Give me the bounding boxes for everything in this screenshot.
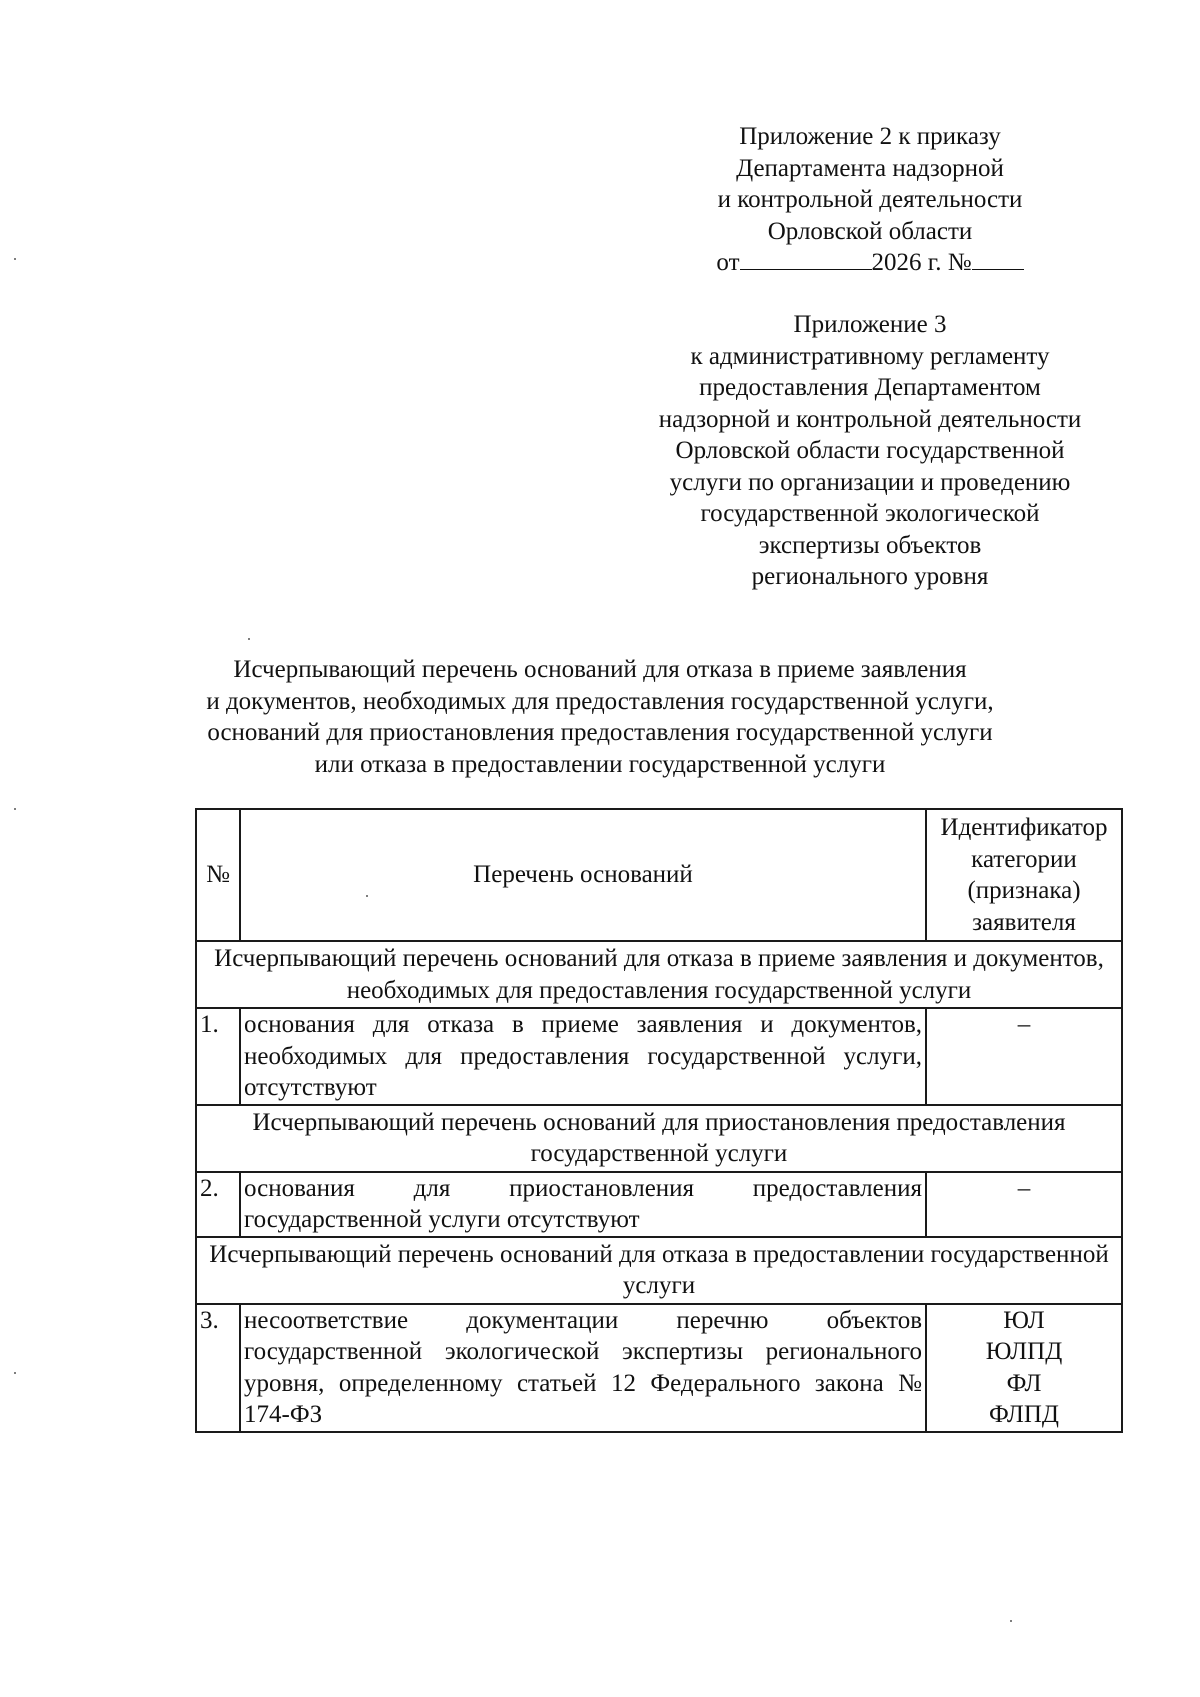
row-grounds-text: основания для отказа в приеме заявления и документов, необходимых для предоставления государственной услуги, отсутствуют (240, 1008, 926, 1105)
date-blank (740, 269, 872, 270)
appendix-2-header (640, 121, 1100, 279)
section-heading-refusal-acceptance: Исчерпывающий перечень оснований для отказа в приеме заявления и документов, необходимых для предоставления государственной услуги (196, 941, 1122, 1008)
row-grounds-text: основания для приостановления предоставления государственной услуги отсутствуют (240, 1172, 926, 1237)
appendix-2-line: и контрольной деятельности (717, 186, 1023, 213)
appendix-2-line: Приложение 2 к приказу (739, 123, 1001, 150)
section-row (196, 1105, 1122, 1172)
section-row (196, 1237, 1122, 1304)
appendix-3-line: надзорной и контрольной деятельности (658, 405, 1082, 433)
appendix-2-line: Орловской области (767, 217, 973, 245)
scan-speck (14, 808, 16, 810)
scan-speck (14, 258, 16, 260)
scan-speck (1010, 1620, 1012, 1622)
column-header-number: № (196, 809, 240, 941)
row-identifier: – (926, 1008, 1122, 1105)
row-number: 3. (196, 1304, 240, 1432)
applicant-category-code: ЮЛПД (985, 1338, 1063, 1365)
scan-speck (366, 895, 368, 897)
appendix-3-line: государственной экологической (700, 500, 1040, 527)
grounds-table (195, 808, 1123, 1433)
row-identifier: – (926, 1172, 1122, 1237)
appendix-2-line: Департамента надзорной (736, 154, 1004, 182)
appendix-3-line: экспертизы объектов (758, 531, 982, 559)
appendix-3-line: услуги по организации и проведению (669, 468, 1071, 496)
title-line: или отказа в предоставлении государственной услуги (314, 750, 886, 778)
appendix-3-line: Орловской области государственной (675, 437, 1065, 464)
appendix-3-line: к административному регламенту (690, 342, 1050, 370)
date-year: 2026 г. № (871, 249, 972, 276)
appendix-3-line: регионального уровня (751, 563, 989, 590)
title-line: оснований для приостановления предоставления государственной услуги (207, 719, 993, 746)
appendix-3-line: Приложение 3 (793, 311, 947, 338)
title-line: Исчерпывающий перечень оснований для отказа в приеме заявления (233, 656, 967, 683)
applicant-category-code: ФЛ (1006, 1369, 1042, 1397)
section-row (196, 941, 1122, 1008)
table-header-row (196, 809, 1122, 941)
table-row (196, 1008, 1122, 1105)
applicant-category-code: ФЛПД (989, 1401, 1059, 1428)
scan-speck (248, 638, 250, 640)
order-date-line (640, 247, 1100, 279)
section-heading-suspension: Исчерпывающий перечень оснований для приостановления предоставления государственной услуги (196, 1105, 1122, 1172)
title-line: и документов, необходимых для предоставления государственной услуги, (206, 687, 994, 715)
appendix-3-header (600, 309, 1140, 593)
date-prefix: от (716, 249, 740, 276)
number-blank (972, 269, 1024, 270)
row-grounds-text: несоответствие документации перечню объектов государственной экологической экспертизы регионального уровня, определенному статьей 12 Федерального закона № 174-ФЗ (240, 1304, 926, 1432)
table-row (196, 1304, 1122, 1432)
scan-speck (14, 1372, 16, 1374)
section-heading-refusal-service: Исчерпывающий перечень оснований для отказа в предоставлении государственной услуги (196, 1237, 1122, 1304)
row-number: 2. (196, 1172, 240, 1237)
table-row (196, 1172, 1122, 1237)
row-identifier-list (926, 1304, 1122, 1432)
applicant-category-code: ЮЛ (1003, 1306, 1045, 1334)
column-header-grounds: Перечень оснований (240, 809, 926, 941)
row-number: 1. (196, 1008, 240, 1105)
document-title (150, 654, 1050, 780)
column-header-identifier: Идентификатор категории (признака) заявителя (926, 809, 1122, 941)
appendix-3-line: предоставления Департаментом (699, 374, 1041, 401)
